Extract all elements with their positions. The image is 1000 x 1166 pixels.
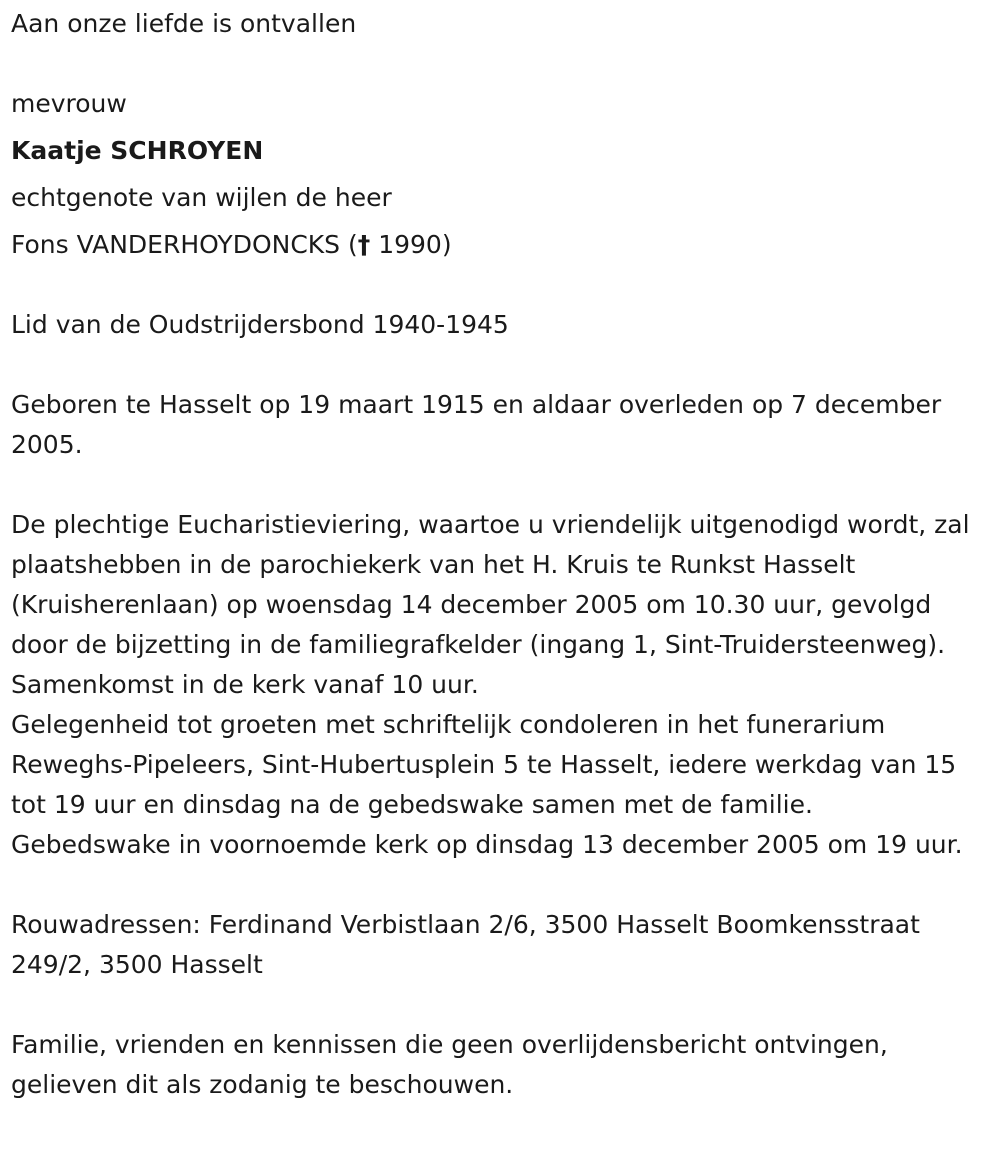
cross-icon: † <box>357 230 371 259</box>
deceased-name: Kaatje SCHROYEN <box>11 136 264 165</box>
spouse-death-year: 1990) <box>378 230 452 259</box>
title-prefix: mevrouw <box>11 89 127 118</box>
membership-line: Lid van de Oudstrijdersbond 1940-1945 <box>11 310 509 339</box>
vigil-paragraph: Gebedswake in voornoemde kerk op dinsdag 13 december 2005 om 19 uur. <box>11 830 963 859</box>
spouse-line <box>11 225 988 265</box>
birth-death-paragraph: Geboren te Hasselt op 19 maart 1915 en aldaar overleden op 7 december 2005. <box>11 390 942 459</box>
intro-line: Aan onze liefde is ontvallen <box>11 9 357 38</box>
closing-paragraph: Familie, vrienden en kennissen die geen overlijdensbericht ontvingen, gelieven dit als zodanig te beschouwen. <box>11 1030 888 1099</box>
condolence-paragraph: Gelegenheid tot groeten met schriftelijk condoleren in het funerarium Reweghs-Pipeleers, Sint-Hubertusplein 5 te Hasselt, iedere werkdag van 15 tot 19 uur en dinsdag na de gebedswake samen met de familie. <box>11 710 957 819</box>
addresses-paragraph: Rouwadressen: Ferdinand Verbistlaan 2/6, 3500 Hasselt Boomkensstraat 249/2, 3500 Hasselt <box>11 910 920 979</box>
spouse-name: Fons VANDERHOYDONCKS ( <box>11 230 358 259</box>
ceremony-paragraph: De plechtige Eucharistieviering, waartoe u vriendelijk uitgenodigd wordt, zal plaatshebben in de parochiekerk van het H. Kruis te Runkst Hasselt (Kruisherenlaan) op woensdag 14 december 2005 om 10.30 uur, gevolgd door de bijzetting in de familiegrafkelder (ingang 1, Sint-Truidersteenweg). Samenkomst in de kerk vanaf 10 uur. <box>11 510 970 699</box>
relation-line: echtgenote van wijlen de heer <box>11 183 392 212</box>
